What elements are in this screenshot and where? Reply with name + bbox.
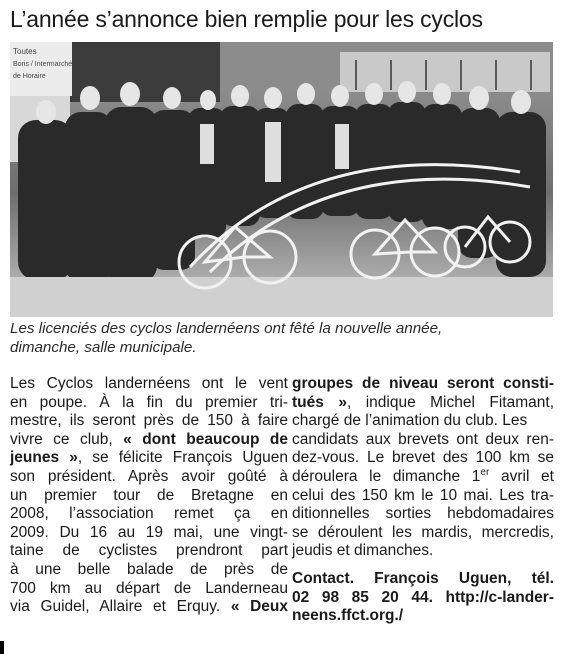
article-headline: L’année s’annonce bien remplie pour les cyclos — [10, 6, 483, 32]
bold-text: jeunes » — [10, 449, 78, 467]
body-text-line — [292, 487, 554, 506]
body-text-line — [292, 505, 554, 524]
body-text-line — [292, 589, 554, 608]
text-run: candidats aux brevets ont deux ren- — [292, 430, 554, 448]
bold-text: « dont beaucoup de — [123, 430, 288, 448]
photo-caption — [10, 319, 555, 357]
shop-sign-line: Boris / Intermarché — [13, 61, 73, 68]
body-text-line — [10, 505, 288, 524]
body-text-line — [292, 468, 554, 487]
group-photo — [10, 42, 553, 317]
body-text-line — [292, 412, 554, 431]
caption-line: dimanche, salle municipale. — [10, 339, 197, 356]
bold-text: neens.ffct.org./ — [292, 607, 404, 625]
text-run: 700 km au départ de Landerneau — [10, 579, 288, 597]
body-text-line — [10, 561, 288, 580]
shop-sign-line: Toutes — [13, 47, 37, 56]
article-body-left-column — [10, 375, 288, 617]
text-run: 2008, l’association remet ça en — [10, 505, 288, 523]
body-text-line — [10, 580, 288, 599]
body-text-line — [10, 468, 288, 487]
text-run: se déroulent les mardis, mercredis, — [292, 523, 554, 541]
text-run: jeudis et dimanches. — [292, 542, 434, 560]
body-text-line — [292, 524, 554, 543]
text-run: avril et — [489, 467, 554, 485]
bold-text: tués » — [292, 393, 347, 411]
text-run: Les Cyclos landernéens ont le vent — [10, 375, 288, 392]
text-run: dez-vous. Le brevet des 100 km se — [292, 449, 554, 467]
shop-sign — [10, 42, 72, 96]
shop-sign-line: de Horaire — [13, 73, 46, 80]
text-run: celui des 150 km le 10 mai. Les tra- — [292, 486, 554, 504]
body-text-line — [10, 394, 288, 413]
body-text-line — [292, 375, 554, 394]
body-text-line — [10, 542, 288, 561]
text-run: ditionnelles sorties hebdomadaires — [292, 505, 554, 523]
text-run: 2009. Du 16 au 19 mai, une vingt- — [10, 523, 288, 541]
body-text-line — [292, 542, 554, 561]
body-text-line — [10, 524, 288, 543]
superscript: er — [480, 466, 490, 478]
bold-text: « Deux — [230, 598, 288, 616]
caption-line: Les licenciés des cyclos landernéens ont fêté la nouvelle année, — [10, 320, 443, 337]
bold-text: Contact. François Uguen, tél. — [292, 569, 554, 587]
text-run: à une belle balade de près de — [10, 560, 288, 578]
article-body-right-column — [292, 375, 554, 626]
text-run: déroulera le dimanche 1 — [292, 467, 481, 485]
bold-text: 02 98 85 20 44. http://c-lander- — [292, 588, 554, 606]
body-text-line — [292, 570, 554, 589]
text-run: , se félicite François Uguen — [77, 449, 289, 467]
bold-text: groupes de niveau seront consti- — [292, 375, 554, 392]
text-run: via Guidel, Allaire et Erquy. — [10, 598, 231, 616]
body-text-line — [292, 607, 554, 626]
body-text-line — [292, 431, 554, 450]
body-text-line — [10, 375, 288, 394]
text-run: taine de cyclistes prendront part — [10, 542, 288, 560]
body-text-line — [10, 598, 288, 617]
text-run: son président. Après avoir goûté à — [10, 467, 288, 485]
text-run: , indique Michel Fitamant, — [346, 393, 554, 411]
text-run: mestre, ils seront près de 150 à faire — [10, 412, 288, 430]
body-text-line — [10, 449, 288, 468]
body-text-line — [10, 487, 288, 506]
page-edge-mark — [0, 641, 4, 654]
text-run: en poupe. À la fin du premier tri- — [10, 393, 288, 411]
text-run: vivre ce club, — [10, 430, 124, 448]
text-run: chargé de l’animation du club. Les — [292, 412, 528, 430]
body-text-line — [292, 449, 554, 468]
body-text-line — [10, 431, 288, 450]
text-run: un premier tour de Bretagne en — [10, 486, 288, 504]
contact-block — [292, 570, 554, 626]
body-text-line — [292, 394, 554, 413]
body-text-line — [10, 412, 288, 431]
